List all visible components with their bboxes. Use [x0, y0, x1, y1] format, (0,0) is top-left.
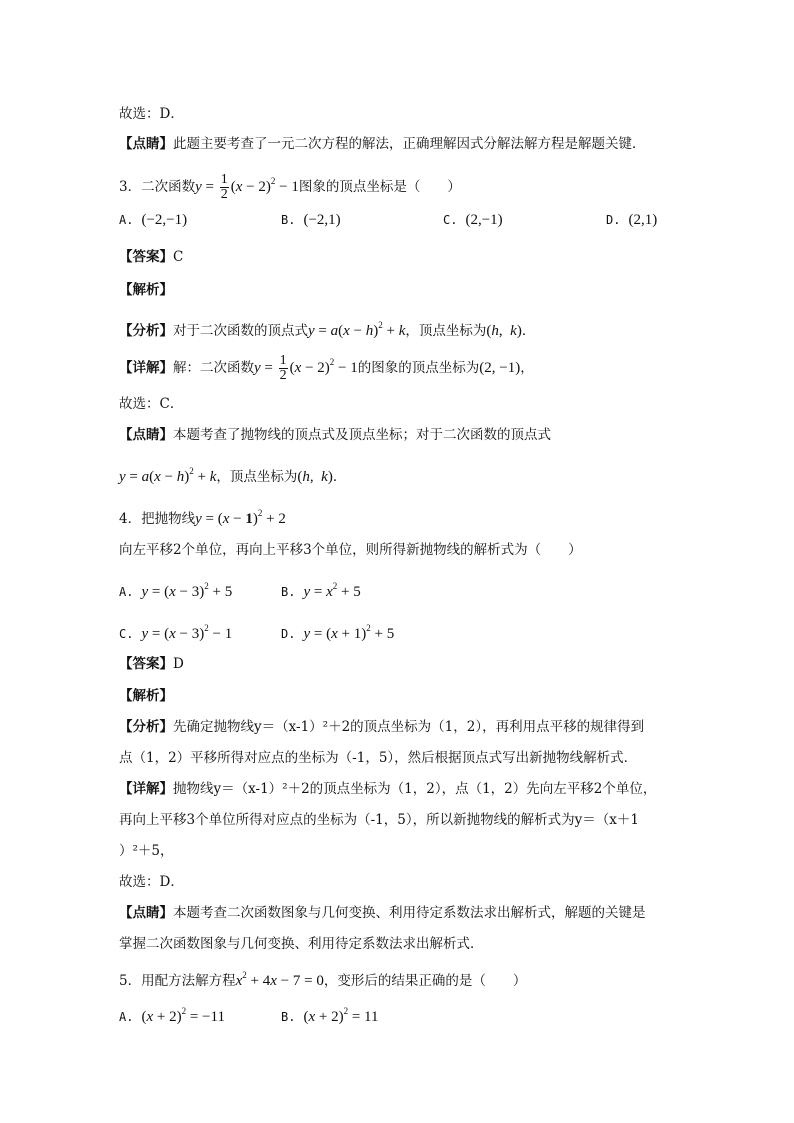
q4-fenxi-1: 【分析】先确定抛物线y＝（x-1）²＋2的顶点坐标为（1，2），再利用点平移的规律得到 [119, 719, 645, 735]
q3-xiangjie: 【详解】解：二次函数y = $\frac{1}{2}$ $(x - 2)^2 - 1$的图象的顶点坐标为(2, −1)， [119, 353, 534, 383]
q4-option-a: A. $y = (x - 3)^2 + 5$ [119, 581, 233, 600]
q2-comment [119, 134, 646, 154]
q5-stem: 5．用配方法解方程$x^2 + 4x - 7 = 0$，变形后的结果正确的是（ ） [119, 970, 527, 989]
q3-option-a: A. (−2,−1) [119, 212, 188, 228]
comment-tag: 【点睛】 [119, 136, 173, 152]
q5-option-b: B. $(x + 2)^2 = 11$ [281, 1006, 379, 1025]
q3-suffix: 图象的顶点坐标是（ ） [298, 179, 461, 195]
q3-option-b: B. (−2,1) [281, 212, 341, 228]
q3-comment-formula: $y = a(x - h)^2 + k$，顶点坐标为(h, k)． [119, 466, 347, 485]
q5-option-a: A. $(x + 2)^2 = -11$ [119, 1006, 225, 1025]
q4-option-d: D. $y = (x + 1)^2 + 5$ [281, 623, 395, 642]
q3-comment: 【点睛】本题考查了抛物线的顶点式及顶点坐标；对于二次函数的顶点式 [119, 427, 551, 443]
q4-result-line: 故选：D． [119, 874, 184, 890]
q4-option-b: B. $y = x^2 + 5$ [281, 581, 361, 600]
q3-stem: 3．二次函数y = $\frac{1}{2}$ $(x - 2)^2 - 1$图象的顶点坐标是（ ） [119, 172, 461, 202]
q3-fenxi: 【分析】对于二次函数的顶点式$y = a(x - h)^2 + k$，顶点坐标为(h, k)． [119, 320, 536, 339]
q4-stem-line2: 向左平移2个单位，再向上平移3个单位，则所得新抛物线的解析式为（ ） [119, 542, 582, 558]
q3-result-line: 故选：C． [119, 396, 184, 412]
q3-analysis-tag: 【解析】 [119, 282, 173, 298]
q4-stem: 4．把抛物线$y = (x - 1)^2 + 2$ [119, 508, 286, 527]
q4-fenxi-2: 点（1，2）平移所得对应点的坐标为（-1，5），然后根据顶点式写出新抛物线解析式． [119, 750, 638, 766]
fraction-half: $\frac{1}{2}$ [220, 172, 228, 202]
q2-result-line: 故选：D． [119, 106, 184, 122]
q4-comment-2: 掌握二次函数图象与几何变换、利用待定系数法求出解析式． [119, 936, 484, 952]
q3-formula: y [195, 179, 202, 195]
q3-answer: 【答案】C [119, 249, 184, 265]
q4-xiangjie-3: ）²＋5， [119, 843, 174, 859]
q4-comment-1: 【点睛】本题考查二次函数图象与几何变换、利用待定系数法求出解析式，解题的关键是 [119, 905, 646, 921]
q4-xiangjie-2: 再向上平移3个单位所得对应点的坐标为（-1，5），所以新抛物线的解析式为y＝（x＋1 [119, 812, 639, 828]
q4-option-c: C. $y = (x - 3)^2 - 1$ [119, 623, 233, 642]
q3-option-d: D. (2,1) [606, 212, 658, 228]
q4-analysis-tag: 【解析】 [119, 688, 173, 704]
q3-prefix: 3．二次函数 [119, 179, 196, 195]
q4-xiangjie-1: 【详解】抛物线y＝（x-1）²＋2的顶点坐标为（1，2），点（1，2）先向左平移2个单位， [119, 781, 657, 797]
q3-option-c: C. (2,−1) [443, 212, 503, 228]
q4-answer: 【答案】D [119, 656, 184, 672]
comment-text: 此题主要考查了一元二次方程的解法，正确理解因式分解法解方程是解题关键． [173, 136, 646, 152]
